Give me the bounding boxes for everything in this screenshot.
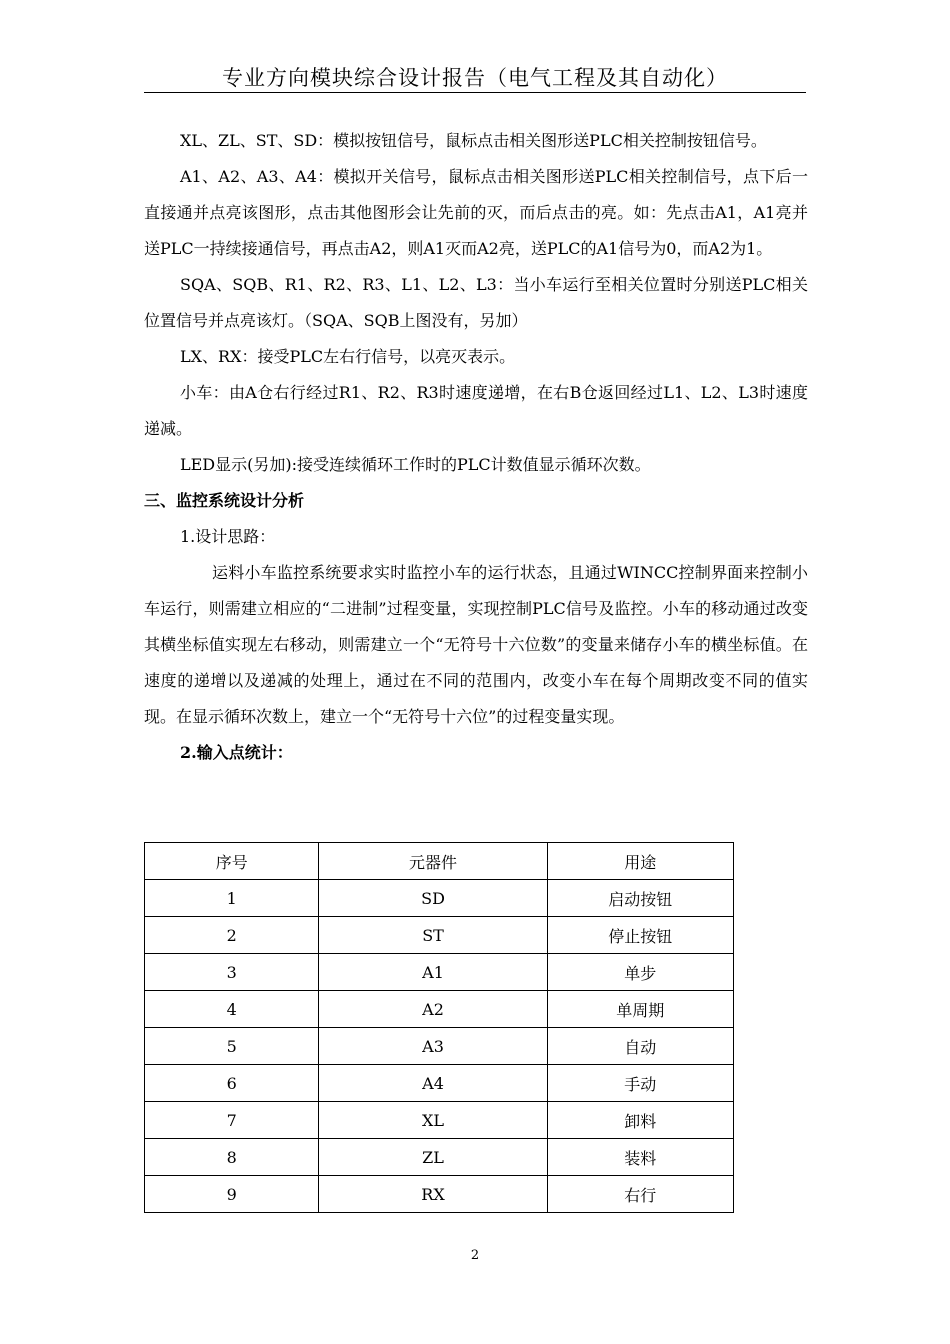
cell-usage: 手动 [547,1065,733,1102]
table-row [145,917,734,954]
cell-usage: 装料 [547,1139,733,1176]
cell-usage: 单步 [547,954,733,991]
cell-component: ST [319,917,547,954]
table-row [145,1065,734,1102]
cell-component: ZL [319,1139,547,1176]
subheading-design: 1.设计思路： [180,527,276,546]
input-points-table [144,842,734,1213]
page-number: 2 [470,1248,480,1263]
paragraph-direction: LX、RX：接受PLC左右行信号，以亮灭表示。 [180,347,516,366]
table-row [145,1028,734,1065]
cell-component: A4 [319,1065,547,1102]
cell-index: 6 [145,1065,319,1102]
cell-index: 5 [145,1028,319,1065]
cell-usage: 自动 [547,1028,733,1065]
cell-usage: 停止按钮 [547,917,733,954]
section-heading: 三、监控系统设计分析 [144,491,305,510]
paragraph-led: LED显示(另加):接受连续循环工作时的PLC计数值显示循环次数。 [180,455,651,474]
paragraph-positions: SQA、SQB、R1、R2、R3、L1、L2、L3：当小车运行至相关位置时分别送PLC相关位置信号并点亮该灯。（SQA、SQB上图没有，另加） [144,275,808,330]
cell-index: 9 [145,1176,319,1213]
cell-component: XL [319,1102,547,1139]
table-row [145,954,734,991]
header-component: 元器件 [319,843,547,880]
subheading-inputs: 2.输入点统计： [180,743,293,762]
cell-component: RX [319,1176,547,1213]
table-row [145,880,734,917]
table-row [145,1139,734,1176]
table-header-row [145,843,734,880]
table-row [145,991,734,1028]
cell-index: 1 [145,880,319,917]
cell-index: 4 [145,991,319,1028]
cell-usage: 右行 [547,1176,733,1213]
cell-index: 8 [145,1139,319,1176]
cell-index: 3 [145,954,319,991]
table-row [145,1176,734,1213]
cell-component: SD [319,880,547,917]
cell-usage: 启动按钮 [547,880,733,917]
paragraph-switches: A1、A2、A3、A4：模拟开关信号，鼠标点击相关图形送PLC相关控制信号，点下后一直接通并点亮该图形，点击其他图形会让先前的灭，而后点击的亮。如：先点击A1，A1亮并送PLC一持续接通信号，再点击A2，则A1灭而A2亮，送PLC的A1信号为0，而A2为1。 [144,167,808,258]
header-rule [144,92,806,93]
document-body [144,123,808,771]
cell-usage: 卸料 [547,1102,733,1139]
cell-usage: 单周期 [547,991,733,1028]
header-usage: 用途 [547,843,733,880]
cell-component: A2 [319,991,547,1028]
cell-component: A3 [319,1028,547,1065]
cell-index: 7 [145,1102,319,1139]
cell-component: A1 [319,954,547,991]
page-header-title: 专业方向模块综合设计报告（电气工程及其自动化） [222,66,728,90]
table-row [145,1102,734,1139]
paragraph-cart: 小车：由A仓右行经过R1、R2、R3时速度递增，在右B仓返回经过L1、L2、L3时速度递减。 [144,383,808,438]
paragraph-buttons: XL、ZL、ST、SD：模拟按钮信号，鼠标点击相关图形送PLC相关控制按钮信号。 [180,131,767,150]
paragraph-design: 运料小车监控系统要求实时监控小车的运行状态，且通过WINCC控制界面来控制小车运行，则需建立相应的“二进制”过程变量，实现控制PLC信号及监控。小车的移动通过改变其横坐标值实现左右移动，则需建立一个“无符号十六位数”的变量来储存小车的横坐标值。在速度的递增以及递减的处理上，通过在不同的范围内，改变小车在每个周期改变不同的值实现。在显示循环次数上，建立一个“无符号十六位”的过程变量实现。 [144,563,808,726]
cell-index: 2 [145,917,319,954]
header-index: 序号 [145,843,319,880]
